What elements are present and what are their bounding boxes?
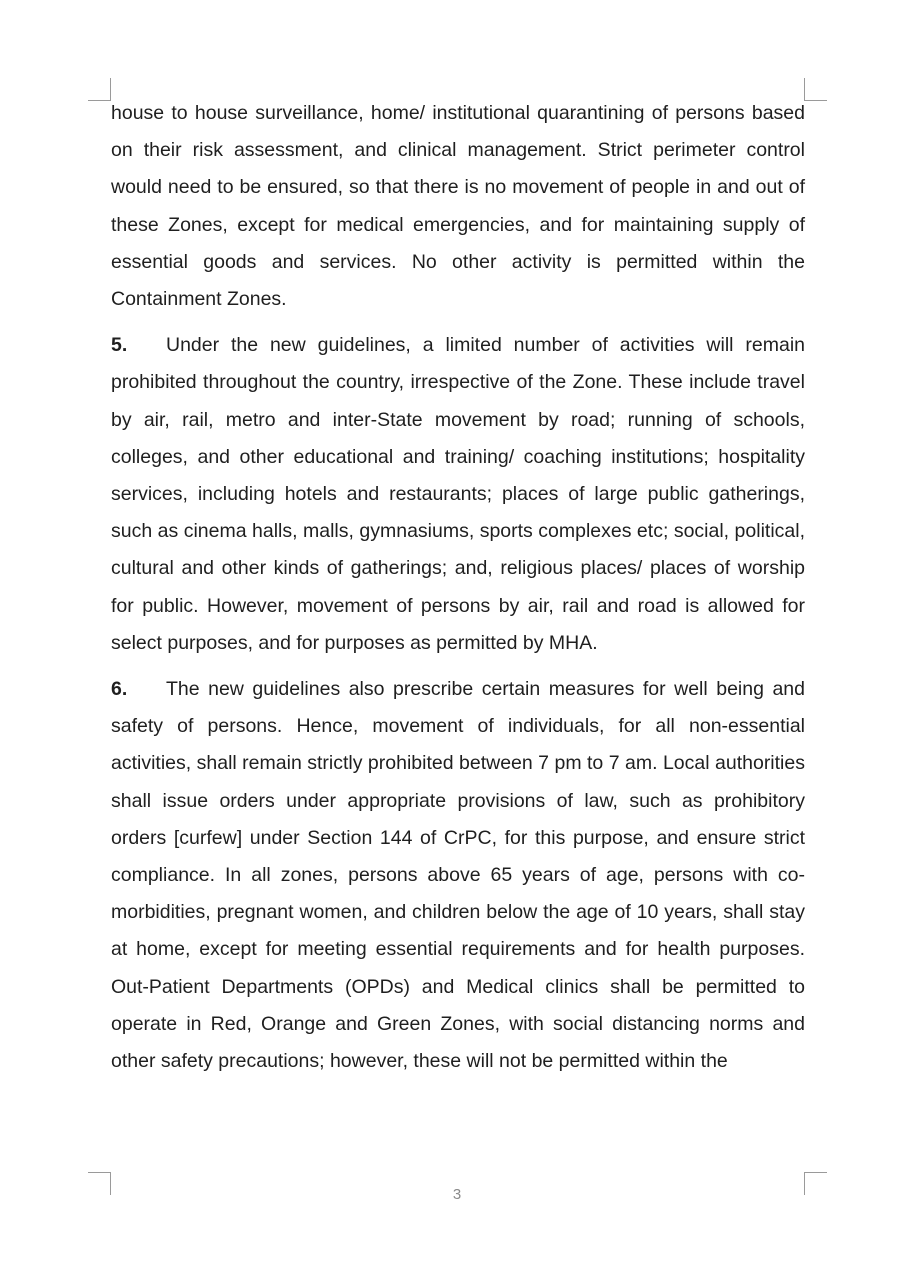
margin-corner-top-right bbox=[804, 78, 827, 101]
paragraph-number: 6. bbox=[111, 678, 128, 701]
paragraph-continuation bbox=[111, 95, 805, 318]
margin-corner-top-left bbox=[88, 78, 111, 101]
paragraph-text: house to house surveillance, home/ institutional quarantining of persons based on their risk assessment, and clinical management. Strict perimeter control would need to be ensured, so that there is no movement of people in and out of these Zones, except for medical emergencies, and for maintaining supply of essential goods and services. No other activity is permitted within the Containment Zones. bbox=[111, 102, 805, 311]
paragraph-5 bbox=[111, 327, 805, 662]
document-body bbox=[111, 95, 805, 1089]
paragraph-text: The new guidelines also prescribe certain measures for well being and safety of persons. Hence, movement of individuals, for all non-essential activities, shall remain strictly prohibited between 7 pm to 7 am. Local authorities shall issue orders under appropriate provisions of law, such as prohibitory orders [curfew] under Section 144 of CrPC, for this purpose, and ensure strict compliance. In all zones, persons above 65 years of age, persons with co-morbidities, pregnant women, and children below the age of 10 years, shall stay at home, except for meeting essential requirements and for health purposes. Out-Patient Departments (OPDs) and Medical clinics shall be permitted to operate in Red, Orange and Green Zones, with social distancing norms and other safety precautions; however, these will not be permitted within the bbox=[111, 678, 805, 1073]
page-number: 3 bbox=[452, 1186, 462, 1203]
paragraph-number: 5. bbox=[111, 334, 128, 357]
paragraph-text: Under the new guidelines, a limited number of activities will remain prohibited throughout the country, irrespective of the Zone. These include travel by air, rail, metro and inter-State movement by road; running of schools, colleges, and other educational and training/ coaching institutions; hospitality services, including hotels and restaurants; places of large public gatherings, such as cinema halls, malls, gymnasiums, sports complexes etc; social, political, cultural and other kinds of gatherings; and, religious places/ places of worship for public. However, movement of persons by air, rail and road is allowed for select purposes, and for purposes as permitted by MHA. bbox=[111, 334, 805, 654]
paragraph-6 bbox=[111, 671, 805, 1080]
